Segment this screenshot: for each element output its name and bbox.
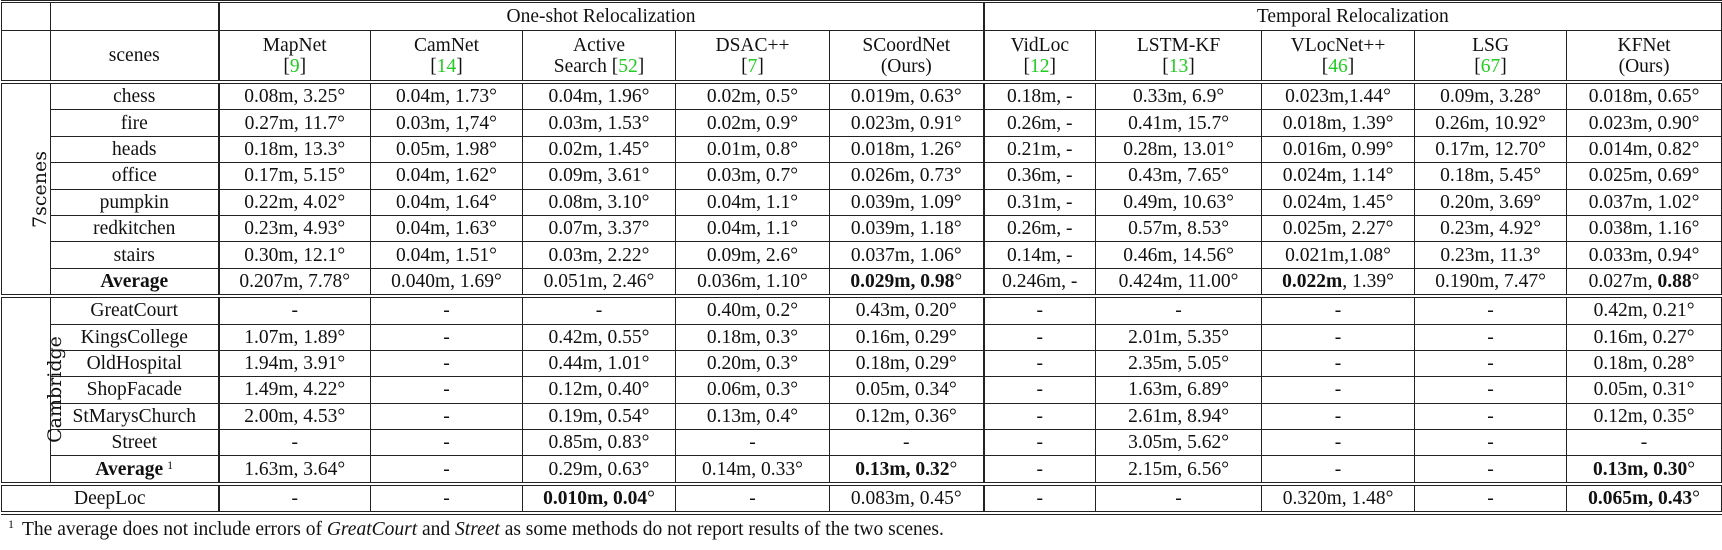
scene-name — [51, 350, 219, 376]
method-name-cont: Search — [553, 55, 612, 77]
table-row — [2, 136, 1722, 162]
result-cell: - — [371, 377, 523, 403]
method-name: CamNet — [414, 34, 479, 56]
result-cell: 0.04m, 1.51° — [371, 242, 523, 268]
result-cell: 0.27m, 11.7° — [219, 110, 371, 136]
result-cell: 0.037m, 1.02° — [1567, 189, 1722, 215]
result-cell: - — [371, 296, 523, 324]
scene-name-italic: Street — [455, 519, 500, 541]
result-cell: 0.06m, 0.3° — [676, 377, 830, 403]
result-cell — [830, 456, 984, 484]
result-cell: 0.04m, 1.63° — [371, 215, 523, 241]
scene-label: Average — [100, 270, 169, 292]
result-cell: 0.03m, 1.53° — [523, 110, 676, 136]
method-ref: [12] — [1023, 55, 1057, 77]
table-row — [2, 377, 1722, 403]
best-value: 0.13m, 0.30 — [1593, 458, 1688, 480]
result-cell: - — [1262, 430, 1415, 456]
scene-label: Average — [95, 458, 164, 480]
table-row — [2, 430, 1722, 456]
result-cell: 2.15m, 6.56° — [1096, 456, 1262, 484]
result-cell: 0.03m, 0.7° — [676, 163, 830, 189]
result-cell: 0.26m, - — [984, 110, 1096, 136]
value-part: ° — [1687, 458, 1696, 480]
method-name: MapNet — [262, 34, 327, 56]
footnote-part: and — [417, 519, 456, 541]
table-row — [2, 268, 1722, 296]
result-cell: 0.43m, 7.65° — [1096, 163, 1262, 189]
result-cell: 0.025m, 0.69° — [1567, 163, 1722, 189]
value-part: ° — [1691, 270, 1700, 292]
result-cell: - — [219, 296, 371, 324]
method-header — [1415, 31, 1567, 83]
scene-name — [51, 324, 219, 350]
table-row-deeploc — [2, 484, 1722, 513]
footnote-mark: 1 — [8, 517, 14, 532]
result-cell: 0.28m, 13.01° — [1096, 136, 1262, 162]
result-cell: 0.039m, 1.18° — [830, 215, 984, 241]
scene-label: redkitchen — [93, 218, 176, 240]
table-row — [2, 296, 1722, 324]
method-header — [1096, 31, 1262, 83]
value-part: , 1.39° — [1342, 270, 1394, 292]
scene-label: KingsCollege — [80, 326, 188, 348]
scene-name — [51, 82, 219, 110]
method-header — [676, 31, 830, 83]
result-cell: 0.190m, 7.47° — [1415, 268, 1567, 296]
result-cell: 1.49m, 4.22° — [219, 377, 371, 403]
result-cell: 0.26m, - — [984, 215, 1096, 241]
result-cell: 1.63m, 6.89° — [1096, 377, 1262, 403]
scene-label: chess — [113, 86, 156, 108]
scene-label: fire — [120, 112, 148, 134]
result-cell: 0.57m, 8.53° — [1096, 215, 1262, 241]
result-cell: 0.12m, 0.35° — [1567, 403, 1722, 429]
result-cell — [1567, 484, 1722, 513]
result-cell: 2.00m, 4.53° — [219, 403, 371, 429]
scene-label: office — [111, 165, 157, 187]
result-cell: 0.40m, 0.2° — [676, 296, 830, 324]
table-row — [2, 403, 1722, 429]
result-cell: 0.09m, 3.28° — [1415, 82, 1567, 110]
result-cell: - — [523, 296, 676, 324]
method-note: (Ours) — [1618, 55, 1670, 77]
method-ref — [1567, 56, 1721, 77]
result-cell: 0.039m, 1.09° — [830, 189, 984, 215]
result-cell: 0.26m, 10.92° — [1415, 110, 1567, 136]
method-header — [830, 31, 984, 83]
result-cell: - — [1262, 403, 1415, 429]
result-cell: 0.22m, 4.02° — [219, 189, 371, 215]
scene-name — [51, 430, 219, 456]
result-cell: 0.07m, 3.37° — [523, 215, 676, 241]
footnote-text — [22, 519, 944, 540]
result-cell: 0.05m, 0.34° — [830, 377, 984, 403]
result-cell: 0.05m, 1.98° — [371, 136, 523, 162]
result-cell: 0.207m, 7.78° — [219, 268, 371, 296]
result-cell: 0.33m, 6.9° — [1096, 82, 1262, 110]
method-name: DSAC++ — [715, 34, 790, 56]
scene-name — [51, 377, 219, 403]
result-cell: 0.03m, 2.22° — [523, 242, 676, 268]
result-cell — [1262, 268, 1415, 296]
result-cell: - — [1415, 324, 1567, 350]
result-cell: - — [1415, 484, 1567, 513]
result-cell: 0.019m, 0.63° — [830, 82, 984, 110]
result-cell: - — [1262, 324, 1415, 350]
result-cell: 0.18m, 0.3° — [676, 324, 830, 350]
method-note: (Ours) — [880, 55, 932, 77]
result-cell: - — [984, 456, 1096, 484]
result-cell: 0.246m, - — [984, 268, 1096, 296]
result-cell: - — [1262, 350, 1415, 376]
result-cell: 0.23m, 4.92° — [1415, 215, 1567, 241]
corner-cell — [2, 31, 51, 83]
result-cell: 2.01m, 5.35° — [1096, 324, 1262, 350]
result-cell: 0.09m, 3.61° — [523, 163, 676, 189]
method-ref: [67] — [1474, 55, 1507, 77]
result-cell: 0.41m, 15.7° — [1096, 110, 1262, 136]
footnote-part: as some methods do not report results of the two scenes. — [499, 519, 944, 541]
result-cell: 0.04m, 1.96° — [523, 82, 676, 110]
result-cell: - — [1262, 377, 1415, 403]
method-ref: [9] — [283, 55, 307, 77]
result-cell: 0.025m, 2.27° — [1262, 215, 1415, 241]
result-cell: 0.46m, 14.56° — [1096, 242, 1262, 268]
result-cell: 0.036m, 1.10° — [676, 268, 830, 296]
result-cell: 1.07m, 1.89° — [219, 324, 371, 350]
result-cell: 0.14m, 0.33° — [676, 456, 830, 484]
table-row — [2, 456, 1722, 484]
result-cell: 0.02m, 0.5° — [676, 82, 830, 110]
result-cell: 0.033m, 0.94° — [1567, 242, 1722, 268]
result-cell: 0.09m, 2.6° — [676, 242, 830, 268]
result-cell: - — [676, 484, 830, 513]
result-cell: 0.14m, - — [984, 242, 1096, 268]
result-cell: - — [1415, 403, 1567, 429]
value-part: ° — [1692, 488, 1700, 510]
result-cell: - — [1415, 350, 1567, 376]
footnote-part: The average does not include errors of — [22, 519, 327, 541]
method-name: VLocNet++ — [1290, 34, 1386, 56]
result-cell: 0.17m, 12.70° — [1415, 136, 1567, 162]
result-cell: 0.13m, 0.4° — [676, 403, 830, 429]
result-cell: - — [984, 324, 1096, 350]
result-cell: 0.43m, 0.20° — [830, 296, 984, 324]
footnote-ref: 1 — [167, 457, 174, 472]
method-name: Active — [573, 34, 625, 56]
result-cell: 0.36m, - — [984, 163, 1096, 189]
scene-label: heads — [112, 138, 157, 160]
result-cell: 2.61m, 8.94° — [1096, 403, 1262, 429]
results-table — [1, 0, 1722, 515]
result-cell: 0.018m, 1.39° — [1262, 110, 1415, 136]
scene-label: pumpkin — [99, 191, 169, 213]
result-cell: 0.23m, 11.3° — [1415, 242, 1567, 268]
result-cell: 0.20m, 3.69° — [1415, 189, 1567, 215]
section-label-cambridge — [2, 296, 66, 484]
result-cell: 0.023m, 0.91° — [830, 110, 984, 136]
method-name: KFNet — [1617, 34, 1671, 56]
method-ref: [13] — [1162, 55, 1195, 77]
result-cell: 0.018m, 0.65° — [1567, 82, 1722, 110]
table-row — [2, 82, 1722, 110]
result-cell: 0.016m, 0.99° — [1262, 136, 1415, 162]
value-part: ° — [647, 488, 655, 510]
scene-name — [51, 110, 219, 136]
group-header-temporal: Temporal Relocalization — [984, 2, 1722, 31]
result-cell: 2.35m, 5.05° — [1096, 350, 1262, 376]
result-cell: - — [1262, 456, 1415, 484]
result-cell: - — [984, 403, 1096, 429]
method-ref: [7] — [741, 55, 764, 77]
scene-label: GreatCourt — [90, 300, 179, 322]
result-cell: - — [1415, 377, 1567, 403]
result-cell: 0.29m, 0.63° — [523, 456, 676, 484]
result-cell: 0.18m, 0.28° — [1567, 350, 1722, 376]
table-row — [2, 110, 1722, 136]
table-row — [2, 350, 1722, 376]
result-cell: 0.20m, 0.3° — [676, 350, 830, 376]
result-cell: 0.01m, 0.8° — [676, 136, 830, 162]
result-cell: 3.05m, 5.62° — [1096, 430, 1262, 456]
result-cell: 0.320m, 1.48° — [1262, 484, 1415, 513]
method-header — [219, 31, 371, 83]
result-cell: 0.18m, 0.29° — [830, 350, 984, 376]
result-cell: 0.024m, 1.45° — [1262, 189, 1415, 215]
result-cell: 0.08m, 3.25° — [219, 82, 371, 110]
scene-label: stairs — [113, 244, 155, 266]
section-label: 7scenes — [28, 150, 51, 228]
result-cell: 0.21m, - — [984, 136, 1096, 162]
table-row — [2, 189, 1722, 215]
result-cell: - — [1415, 296, 1567, 324]
method-name: LSG — [1472, 34, 1509, 56]
best-value: 0.065m, 0.43 — [1588, 488, 1693, 510]
scene-name — [51, 163, 219, 189]
result-cell: 0.30m, 12.1° — [219, 242, 371, 268]
result-cell: 0.023m, 0.90° — [1567, 110, 1722, 136]
method-header — [1567, 31, 1722, 83]
method-ref: [46] — [1321, 55, 1355, 77]
method-ref: [14] — [430, 55, 463, 77]
section-label: Cambridge — [43, 336, 66, 444]
scene-name — [51, 403, 219, 429]
result-cell: - — [1262, 296, 1415, 324]
result-cell: - — [1096, 296, 1262, 324]
citation-link[interactable]: 7 — [747, 55, 758, 77]
result-cell: 0.424m, 11.00° — [1096, 268, 1262, 296]
footnote — [8, 517, 1720, 541]
scene-name: DeepLoc — [2, 484, 219, 513]
value-part: 0.027m, — [1588, 270, 1658, 292]
result-cell: 0.04m, 1.73° — [371, 82, 523, 110]
result-cell: - — [1096, 484, 1262, 513]
citation-link[interactable]: 52 — [618, 55, 638, 77]
scene-name — [51, 136, 219, 162]
result-cell: - — [371, 403, 523, 429]
value-part: ° — [949, 458, 958, 480]
result-cell: - — [984, 350, 1096, 376]
method-header — [371, 31, 523, 83]
blank-header-cell — [51, 2, 219, 31]
scenes-header: scenes — [51, 31, 219, 83]
result-cell: 0.02m, 0.9° — [676, 110, 830, 136]
result-cell: - — [1415, 456, 1567, 484]
table-row — [2, 215, 1722, 241]
result-cell — [523, 484, 676, 513]
value-part: ° — [954, 270, 963, 292]
citation-link[interactable]: 9 — [289, 55, 300, 77]
best-value: 0.13m, 0.32 — [855, 458, 950, 480]
citation-link[interactable]: 13 — [1168, 55, 1189, 77]
result-cell — [1567, 268, 1722, 296]
result-cell: 0.03m, 1,74° — [371, 110, 523, 136]
result-cell: - — [1415, 430, 1567, 456]
result-cell: 0.42m, 0.55° — [523, 324, 676, 350]
best-value: 0.029m, 0.98 — [850, 270, 955, 292]
result-cell: 0.014m, 0.82° — [1567, 136, 1722, 162]
table-row — [2, 163, 1722, 189]
corner-cell — [2, 2, 51, 31]
citation-link[interactable]: 67 — [1480, 55, 1501, 77]
result-cell: 0.23m, 4.93° — [219, 215, 371, 241]
result-cell: 0.037m, 1.06° — [830, 242, 984, 268]
table-row — [2, 242, 1722, 268]
result-cell: 0.05m, 0.31° — [1567, 377, 1722, 403]
result-cell: 0.18m, 13.3° — [219, 136, 371, 162]
method-ref — [830, 56, 983, 77]
result-cell: 0.038m, 1.16° — [1567, 215, 1722, 241]
method-name: SCoordNet — [862, 34, 951, 56]
result-cell: 0.16m, 0.29° — [830, 324, 984, 350]
result-cell: 0.083m, 0.45° — [830, 484, 984, 513]
result-cell: 0.040m, 1.69° — [371, 268, 523, 296]
result-cell: 0.17m, 5.15° — [219, 163, 371, 189]
result-cell: 0.16m, 0.27° — [1567, 324, 1722, 350]
citation-link[interactable]: 12 — [1030, 55, 1050, 77]
scene-name — [51, 456, 219, 484]
scene-name — [51, 189, 219, 215]
result-cell: 0.04m, 1.62° — [371, 163, 523, 189]
method-header — [1262, 31, 1415, 83]
result-cell — [830, 268, 984, 296]
best-value: 0.88 — [1657, 270, 1692, 292]
method-header — [523, 31, 676, 83]
result-cell: - — [371, 350, 523, 376]
result-cell: 1.94m, 3.91° — [219, 350, 371, 376]
result-cell: 0.024m, 1.14° — [1262, 163, 1415, 189]
best-value: 0.010m, 0.04 — [543, 488, 648, 510]
scene-label: Street — [111, 432, 157, 454]
method-name: LSTM-KF — [1136, 34, 1221, 56]
scene-label: ShopFacade — [86, 379, 182, 401]
result-cell: - — [371, 456, 523, 484]
result-cell: - — [219, 430, 371, 456]
result-cell — [1567, 456, 1722, 484]
result-cell: - — [219, 484, 371, 513]
result-cell: 0.19m, 0.54° — [523, 403, 676, 429]
citation-link[interactable]: 46 — [1328, 55, 1348, 77]
citation-link[interactable]: 14 — [436, 55, 457, 77]
method-header-row — [2, 31, 1722, 83]
scene-name-italic: GreatCourt — [326, 519, 418, 541]
table-row — [2, 324, 1722, 350]
result-cell: 0.04m, 1.1° — [676, 215, 830, 241]
method-name: VidLoc — [1010, 34, 1069, 56]
result-cell: 0.04m, 1.64° — [371, 189, 523, 215]
result-cell: 1.63m, 3.64° — [219, 456, 371, 484]
result-cell: - — [984, 430, 1096, 456]
scene-name — [51, 268, 219, 296]
result-cell: 0.42m, 0.21° — [1567, 296, 1722, 324]
result-cell: - — [830, 430, 984, 456]
scene-label: StMarysChurch — [72, 405, 196, 427]
result-cell: - — [984, 377, 1096, 403]
result-cell: 0.18m, - — [984, 82, 1096, 110]
result-cell: 0.08m, 3.10° — [523, 189, 676, 215]
result-cell: 0.04m, 1.1° — [676, 189, 830, 215]
result-cell: 0.12m, 0.40° — [523, 377, 676, 403]
result-cell: - — [371, 484, 523, 513]
scene-name — [51, 215, 219, 241]
scene-name — [51, 242, 219, 268]
scene-label: OldHospital — [86, 353, 182, 375]
result-cell: 0.18m, 5.45° — [1415, 163, 1567, 189]
result-cell: 0.051m, 2.46° — [523, 268, 676, 296]
result-cell: 0.02m, 1.45° — [523, 136, 676, 162]
result-cell: - — [371, 430, 523, 456]
result-cell: 0.018m, 1.26° — [830, 136, 984, 162]
result-cell: 0.12m, 0.36° — [830, 403, 984, 429]
result-cell: - — [984, 296, 1096, 324]
scene-name — [51, 296, 219, 324]
result-cell: 0.026m, 0.73° — [830, 163, 984, 189]
result-cell: - — [676, 430, 830, 456]
best-value: 0.022m — [1282, 270, 1343, 292]
group-header-oneshot: One-shot Relocalization — [219, 2, 984, 31]
result-cell: - — [371, 324, 523, 350]
result-cell: 0.44m, 1.01° — [523, 350, 676, 376]
method-ref: Search [52] — [553, 55, 645, 77]
group-header-row — [2, 2, 1722, 31]
method-header — [984, 31, 1096, 83]
result-cell: 0.85m, 0.83° — [523, 430, 676, 456]
result-cell: - — [984, 484, 1096, 513]
result-cell: 0.023m,1.44° — [1262, 82, 1415, 110]
result-cell: 0.31m, - — [984, 189, 1096, 215]
result-cell: - — [1567, 430, 1722, 456]
result-cell: 0.021m,1.08° — [1262, 242, 1415, 268]
result-cell: 0.49m, 10.63° — [1096, 189, 1262, 215]
section-label-7scenes — [2, 82, 51, 296]
